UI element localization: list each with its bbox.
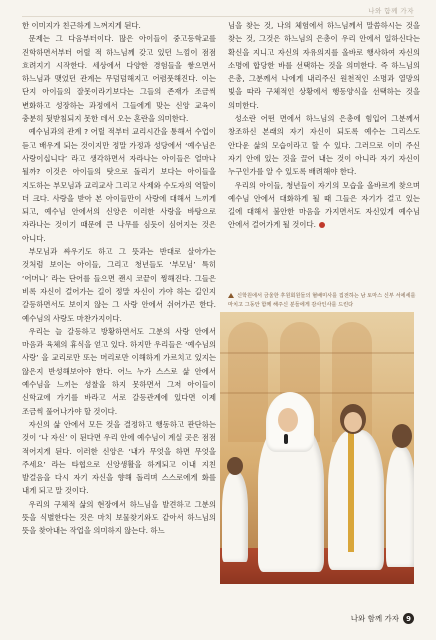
caption-text: 신학원에서 금울한 후원회원들의 혈배미사를 집전하는 남 토마스 신부 서에세를 마치고 그동안 함께 해주신 분들에게 감사인사를 드린다 — [228, 293, 416, 308]
paragraph: 문제는 그 다음부터이다. 많은 아이들이 중고등학교를 진학하면서부터 어릴 적 하느님께 갖고 있던 느낌이 점점 흐려지기 시작한다. 세상에서 다양한 경험들을 쌓으면서 하느님과 맺었던 관계는 무덤덤해지고 어렴풋해진다. 이는 단지 아이들의 잘못이라기보다는 그들의 존재가 조금씩 변화하고 성장하는 과정에서 그들에게 맞는 신앙 교육이 충분히 뒷받침되지 못한 데서 오는 혼란을 의미한다. — [22, 34, 216, 124]
page-footer — [351, 613, 414, 624]
figure-left — [222, 472, 248, 562]
wall-line — [220, 352, 414, 354]
paragraph: 자신의 삶 안에서 모든 것을 결정하고 행동하고 판단하는 것이 ‘나 자신’ 이 된다면 우리 안에 예수님이 계실 곳은 점점 적어지게 된다. 이러한 신앙은 ‘내가 무엇을 하면 무엇을 주세요’ 라는 타협으로 신앙생활을 하게되고 이내 지친 발걸음을 다시 자기 자신을 향해 돌리며 스스로에게 화를 내게 되고 말 것이다. — [22, 419, 216, 496]
figure-head — [392, 424, 412, 448]
right-column — [228, 19, 420, 277]
paragraph: 우리의 구체적 삶의 현장에서 하느님을 발견하고 그분의 뜻을 식별한다는 것은 마치 보물찾기와도 같아서 하느님의 뜻을 찾아내는 작업을 의미하지 않는다. 하느 — [22, 499, 216, 536]
paragraph-text: 우리의 아이들, 청년들이 자기의 모습을 올바르게 찾으며 예수님 안에서 대화하게 될 때 그들은 자기가 걸고 있는 길에 대해서 불안한 마음을 가지면서도 자신있게 예수님 안에서 걸어가게 될 것이다. — [228, 180, 420, 230]
paragraph: 한 이미지가 친근하게 느껴지게 된다. — [22, 21, 141, 30]
end-mark-icon — [319, 222, 325, 228]
paragraph: 우리는 늘 갈등하고 방황하면서도 그분의 사랑 안에서 마음과 육체의 휴식을 얻고 있다. 하지만 우리들은 ‘예수님의 사랑’ 을 교리로만 또는 머리로만 이해하게 가르치고 있지는 않은지 반성해보아야 한다. 어느 누가 스스로 삶 안에서 예수님을 느끼는 성찰을 하지 못하면서 그저 아이들이 신학교에 가기를 바라고 서로 갈등관계에 있다면 이제 조금씩 풀어나가야 할 것이다. — [22, 326, 216, 416]
microphone-icon — [284, 434, 288, 444]
paragraph: 예수님과의 관계 ? 어릴 적부터 교리시간을 통해서 수업이 듣고 배우게 되는 것이지만 정말 가정과 성당에서 ‘예수님은 사랑이십니다’ 라고 생각하면서 자라나는 아이들은 얼마나 될까? 이것은 아이들의 탓으로 돌리기 보다는 아이들을 지도하는 부모님과 교리교사 그리고 사제와 수도자의 역할이 더 크다. 사랑을 받아 본 아이들만이 사랑에 대해서 느끼게 되고, 예수님 안에서의 신앙은 이러한 사랑을 바탕으로 자라나는 것이기 때문에 큰 나무를 심듯이 심어지는 것은 아니다. — [22, 127, 216, 243]
paragraph: 님을 찾는 것, 나의 체험에서 하느님께서 말씀하시는 것을 찾는 것, 그것은 하느님의 은총이 우리 안에서 일하신다는 확신을 지니고 자신의 자유의지를 올바로 행사하여 자신의 소명에 합당한 바를 선택하는 것을 의미한다. 즉 하느님의 은총, 그분께서 나에게 내리주신 원천적인 소명과 열망의 빛을 따라 구체적인 상황에서 행동양식을 선택하는 것을 의미한다. — [228, 21, 420, 110]
page-number: 9 — [403, 613, 414, 624]
photo-caption — [228, 292, 420, 309]
ceremony-photo — [220, 312, 414, 584]
stole — [348, 432, 354, 552]
figure-right — [386, 447, 414, 567]
paragraph: 부모님과 싸우기도 하고 그 뜻과는 반대로 살아가는 것처럼 보이는 아이들, 그리고 청년들도 ‘부모님’ 특히 ‘어머니’ 라는 단어를 들으면 괜시 코끝이 찡해진다. 그들은 비록 자신이 걸어가는 길이 정말 자신이 가야 하는 길인지 갈등하면서도 보이지 않는 그 사랑 안에서 쉬어가곤 한다. 예수님의 사랑도 마찬가지이다. — [22, 247, 216, 323]
woman-face — [278, 408, 298, 432]
wall-line — [220, 392, 414, 394]
footer-label: 나와 함께 가자 — [350, 614, 399, 623]
left-column — [22, 19, 216, 621]
priest-figure — [328, 430, 384, 570]
running-header: 나와 함께 가자 — [368, 7, 414, 15]
paragraph-last — [228, 179, 420, 232]
figure-head — [227, 457, 243, 475]
triangle-icon — [228, 293, 234, 298]
wall-arch — [228, 322, 268, 442]
header-rule — [22, 16, 414, 17]
paragraph: 성소란 어떤 면에서 하느님의 은총에 힘입어 그분께서 창조하신 본래의 자기 자신이 되도록 예수는 그리스도 안다운 삶의 모습이라고 할 수 있다. 그러므로 이미 주신 자기 안에 있는 것을 끌어 내는 것이 아니라 자기 자신이 누구인가를 알 수 있도록 배려해야 한다. — [228, 114, 420, 177]
priest-face — [344, 412, 362, 432]
